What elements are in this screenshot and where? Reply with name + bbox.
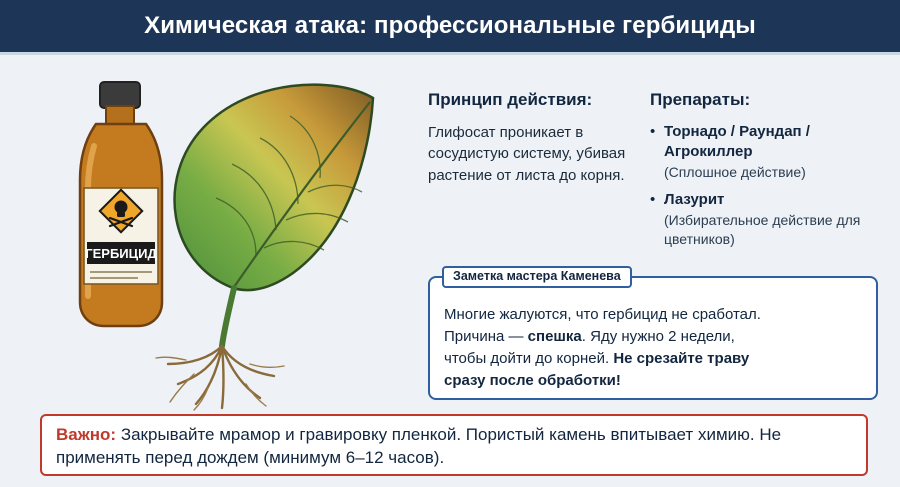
product-name: Торнадо / Раундап / Агрокиллер (664, 123, 810, 161)
important-body: Закрывайте мрамор и гравировку пленкой. Пористый камень впитывает химию. Не применять перед дождем (минимум 6–12 часов). (56, 425, 782, 467)
product-sub: (Избирательное действие для цветников) (664, 211, 861, 247)
poster-header (0, 0, 900, 52)
herbicide-bottle-icon (46, 76, 206, 366)
products-heading: Препараты: (650, 90, 751, 109)
list-item (650, 190, 890, 248)
note-line-3-bold: Не срезайте траву (613, 349, 750, 367)
bottle-label-text: ГЕРБИЦИД (85, 246, 157, 261)
products-column (650, 90, 890, 257)
note-line-1: Многие жалуются, что гербицид не сработал. (444, 306, 761, 323)
principle-body: Глифосат проникает в сосудистую систему, убивая растение от листа до корня. (428, 124, 626, 184)
important-text (56, 424, 852, 469)
principle-heading: Принцип действия: (428, 90, 593, 109)
note-line-3-pre: чтобы дойти до корней. (444, 349, 614, 367)
principle-column (428, 90, 633, 186)
header-divider (0, 52, 900, 55)
master-note-text (444, 304, 868, 392)
important-label: Важно: (56, 425, 117, 444)
page-title: Химическая атака: профессиональные гербициды (144, 12, 756, 39)
product-sub: (Сплошное действие) (664, 163, 806, 180)
note-line-2-bold: спешка (527, 327, 582, 345)
master-note-box (428, 269, 878, 400)
note-line-2-post: . Яду нужно 2 недели, (581, 327, 735, 345)
product-name: Лазурит (664, 191, 725, 209)
note-line-2-pre: Причина — (444, 327, 528, 345)
master-note-label: Заметка мастера Каменева (442, 266, 632, 288)
products-list (650, 122, 890, 248)
list-item (650, 122, 890, 181)
note-line-4-bold: сразу после обработки! (444, 371, 621, 389)
important-callout (40, 414, 868, 476)
herbicide-illustration (18, 58, 418, 413)
